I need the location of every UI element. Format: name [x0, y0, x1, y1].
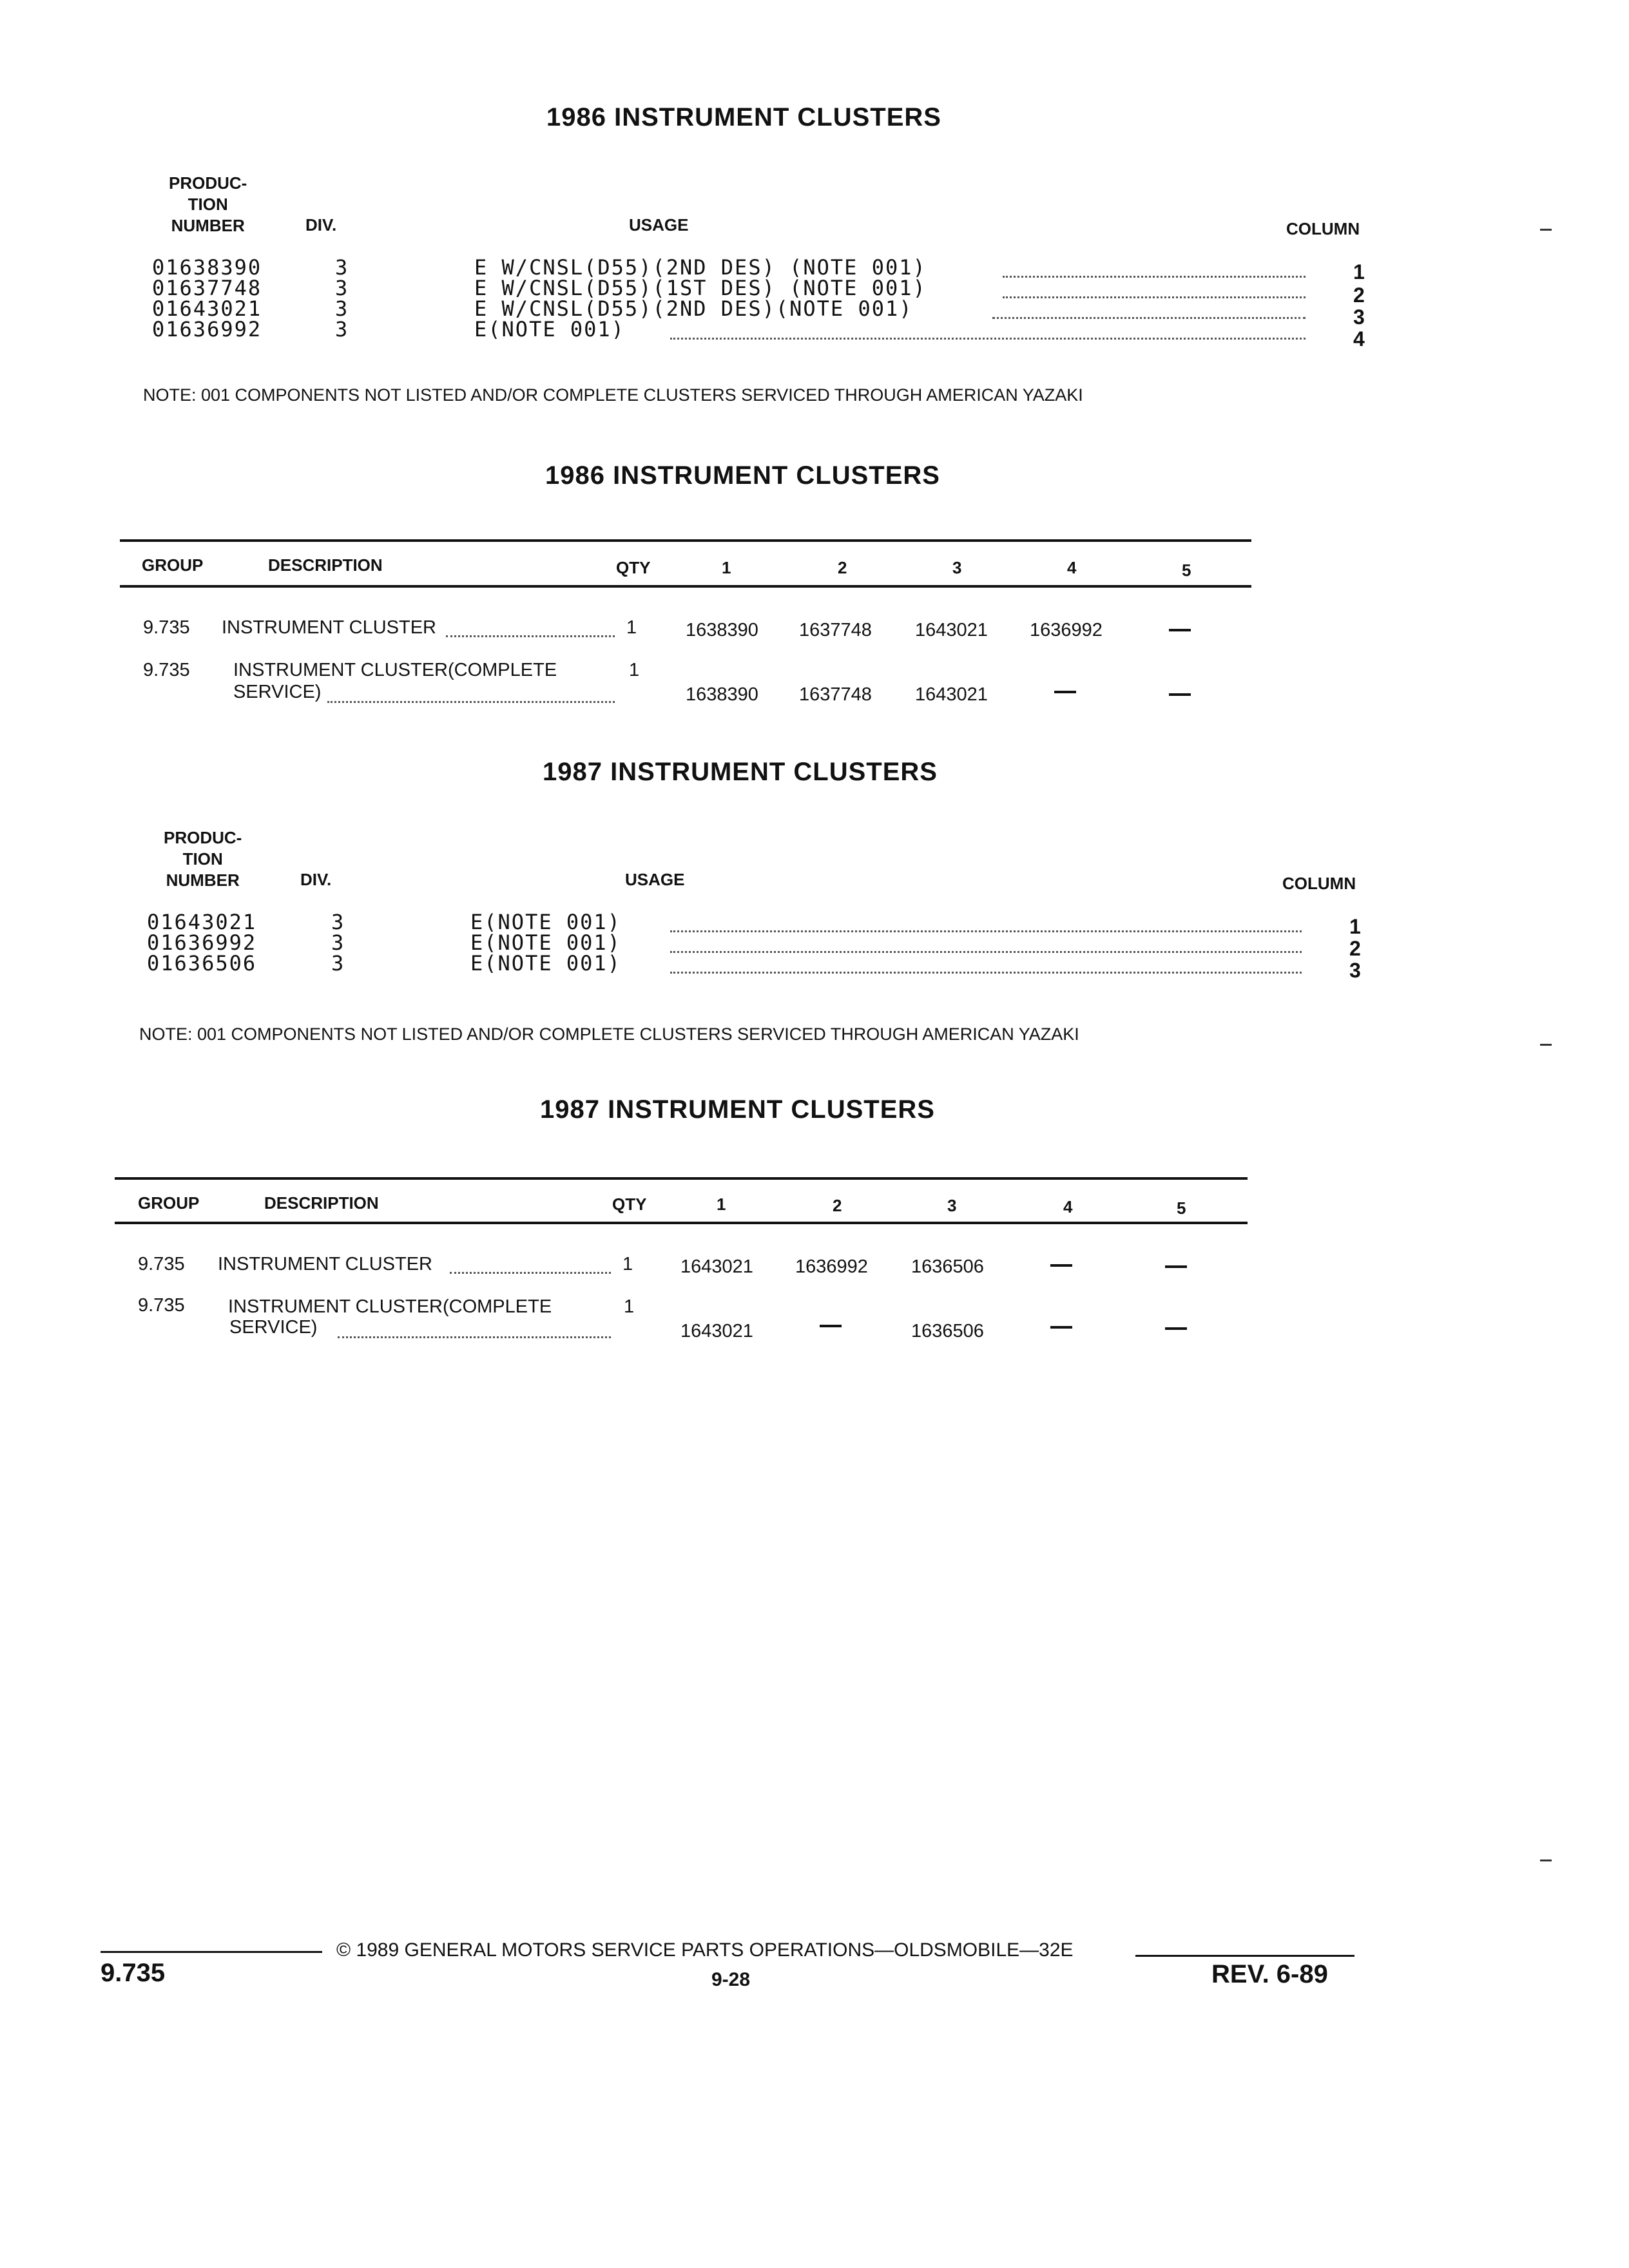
- group-cell: 9.735: [138, 1295, 185, 1316]
- header-col-3: 3: [952, 558, 962, 577]
- header-col-3: 3: [947, 1196, 957, 1215]
- dot-leader: [670, 972, 1302, 974]
- header-col-4: 4: [1063, 1197, 1073, 1216]
- part-cell-3: 1636506: [911, 1256, 984, 1277]
- div-value: 3: [331, 951, 345, 975]
- div-value: 3: [335, 296, 349, 321]
- column-number: 4: [1353, 327, 1365, 351]
- usage-text: E W/CNSL(D55)(2ND DES) (NOTE 001): [474, 255, 927, 280]
- table-header-rule: [115, 1222, 1248, 1224]
- footer-rule-left: [101, 1951, 322, 1953]
- header-col-2: 2: [833, 1196, 842, 1215]
- header-div: DIV.: [300, 870, 332, 889]
- part-cell-1: 1638390: [686, 684, 758, 705]
- div-value: 3: [335, 255, 349, 280]
- header-column: COLUMN: [1282, 874, 1356, 893]
- section-title: 1987 INSTRUMENT CLUSTERS: [543, 758, 938, 786]
- column-number: 1: [1349, 915, 1361, 938]
- margin-tick: [1540, 1860, 1552, 1861]
- dot-leader: [446, 635, 615, 637]
- part-cell-5-dash: [1165, 1327, 1187, 1330]
- header-group: GROUP: [138, 1193, 200, 1213]
- description-cell: INSTRUMENT CLUSTER: [218, 1254, 432, 1274]
- usage-text: E(NOTE 001): [474, 317, 625, 341]
- column-number: 3: [1353, 305, 1365, 329]
- dot-leader: [670, 338, 1306, 340]
- header-col-1: 1: [722, 558, 731, 577]
- footer-rule-right: [1135, 1955, 1354, 1957]
- part-cell-4: 1636992: [1030, 620, 1103, 640]
- dot-leader: [450, 1272, 611, 1274]
- header-column: COLUMN: [1286, 219, 1360, 238]
- footer-section-number: 9.735: [101, 1959, 166, 1987]
- description-cell: INSTRUMENT CLUSTER: [222, 617, 436, 638]
- header-qty: QTY: [616, 558, 651, 577]
- part-cell-5-dash: [1169, 629, 1191, 631]
- footer-copyright: © 1989 GENERAL MOTORS SERVICE PARTS OPERATIONS—OLDSMOBILE—32E: [336, 1939, 1074, 1961]
- usage-text: E W/CNSL(D55)(2ND DES)(NOTE 001): [474, 296, 913, 321]
- part-cell-4-dash: [1054, 691, 1076, 693]
- part-cell-3: 1643021: [915, 620, 988, 640]
- production-number: 01636506: [147, 951, 257, 975]
- section-title: 1987 INSTRUMENT CLUSTERS: [540, 1095, 935, 1124]
- div-value: 3: [331, 910, 345, 934]
- footer-page-number: 9-28: [711, 1969, 751, 1990]
- table-top-rule: [120, 539, 1251, 542]
- part-cell-3: 1636506: [911, 1321, 984, 1341]
- description-cell-continued: SERVICE): [233, 682, 322, 702]
- table-top-rule: [115, 1177, 1248, 1180]
- group-cell: 9.735: [143, 617, 190, 638]
- dot-leader: [670, 930, 1302, 932]
- part-cell-5-dash: [1169, 693, 1191, 696]
- qty-cell: 1: [629, 660, 640, 680]
- div-value: 3: [335, 317, 349, 341]
- div-value: 3: [331, 930, 345, 955]
- header-col-4: 4: [1067, 558, 1077, 577]
- part-cell-1: 1643021: [680, 1256, 753, 1277]
- header-col-2: 2: [838, 558, 847, 577]
- description-cell-continued: SERVICE): [229, 1317, 318, 1338]
- margin-tick: [1540, 1044, 1552, 1046]
- table-header-rule: [120, 585, 1251, 588]
- footer-revision: REV. 6-89: [1211, 1960, 1328, 1988]
- column-number: 3: [1349, 959, 1361, 982]
- column-number: 2: [1353, 284, 1365, 307]
- dot-leader: [338, 1336, 611, 1338]
- part-cell-2: 1636992: [795, 1256, 868, 1277]
- group-cell: 9.735: [143, 660, 190, 680]
- usage-text: E W/CNSL(D55)(1ST DES) (NOTE 001): [474, 276, 927, 300]
- section-title: 1986 INSTRUMENT CLUSTERS: [545, 461, 940, 490]
- header-qty: QTY: [612, 1195, 647, 1214]
- part-cell-4-dash: [1050, 1326, 1072, 1329]
- usage-text: E(NOTE 001): [470, 951, 621, 975]
- column-number: 2: [1349, 937, 1361, 960]
- header-col-1: 1: [717, 1195, 726, 1214]
- part-cell-2-dash: [820, 1325, 842, 1327]
- div-value: 3: [335, 276, 349, 300]
- note-text: NOTE: 001 COMPONENTS NOT LISTED AND/OR COMPLETE CLUSTERS SERVICED THROUGH AMERICAN YAZAKI: [143, 385, 1083, 405]
- dot-leader: [1003, 276, 1306, 278]
- qty-cell: 1: [626, 617, 637, 638]
- usage-text: E(NOTE 001): [470, 930, 621, 955]
- dot-leader: [992, 317, 1306, 319]
- part-cell-1: 1638390: [686, 620, 758, 640]
- usage-text: E(NOTE 001): [470, 910, 621, 934]
- description-cell: INSTRUMENT CLUSTER(COMPLETE: [233, 660, 557, 680]
- margin-tick: [1540, 229, 1552, 231]
- dot-leader: [670, 951, 1302, 953]
- part-cell-1: 1643021: [680, 1321, 753, 1341]
- part-cell-2: 1637748: [799, 684, 872, 705]
- part-cell-5-dash: [1165, 1265, 1187, 1268]
- dot-leader: [1003, 296, 1306, 298]
- production-number: 01637748: [152, 276, 262, 300]
- header-usage: USAGE: [625, 870, 685, 889]
- header-description: DESCRIPTION: [268, 555, 383, 575]
- group-cell: 9.735: [138, 1254, 185, 1274]
- part-cell-3: 1643021: [915, 684, 988, 705]
- header-production-number: PRODUC- TION NUMBER: [169, 173, 247, 235]
- qty-cell: 1: [622, 1254, 633, 1274]
- production-number: 01643021: [147, 910, 257, 934]
- header-div: DIV.: [305, 215, 337, 235]
- production-number: 01636992: [147, 930, 257, 955]
- dot-leader: [327, 701, 615, 703]
- section-title: 1986 INSTRUMENT CLUSTERS: [546, 103, 941, 131]
- header-col-5: 5: [1182, 561, 1191, 580]
- production-number: 01643021: [152, 296, 262, 321]
- description-cell: INSTRUMENT CLUSTER(COMPLETE: [228, 1296, 552, 1317]
- header-production-number: PRODUC- TION NUMBER: [164, 828, 242, 890]
- production-number: 01636992: [152, 317, 262, 341]
- header-usage: USAGE: [629, 215, 689, 235]
- header-col-5: 5: [1177, 1198, 1186, 1218]
- part-cell-4-dash: [1050, 1264, 1072, 1267]
- column-number: 1: [1353, 260, 1365, 284]
- production-number: 01638390: [152, 255, 262, 280]
- header-description: DESCRIPTION: [264, 1193, 379, 1213]
- qty-cell: 1: [624, 1296, 635, 1317]
- part-cell-2: 1637748: [799, 620, 872, 640]
- header-group: GROUP: [142, 555, 204, 575]
- note-text: NOTE: 001 COMPONENTS NOT LISTED AND/OR COMPLETE CLUSTERS SERVICED THROUGH AMERICAN YAZAKI: [139, 1024, 1079, 1044]
